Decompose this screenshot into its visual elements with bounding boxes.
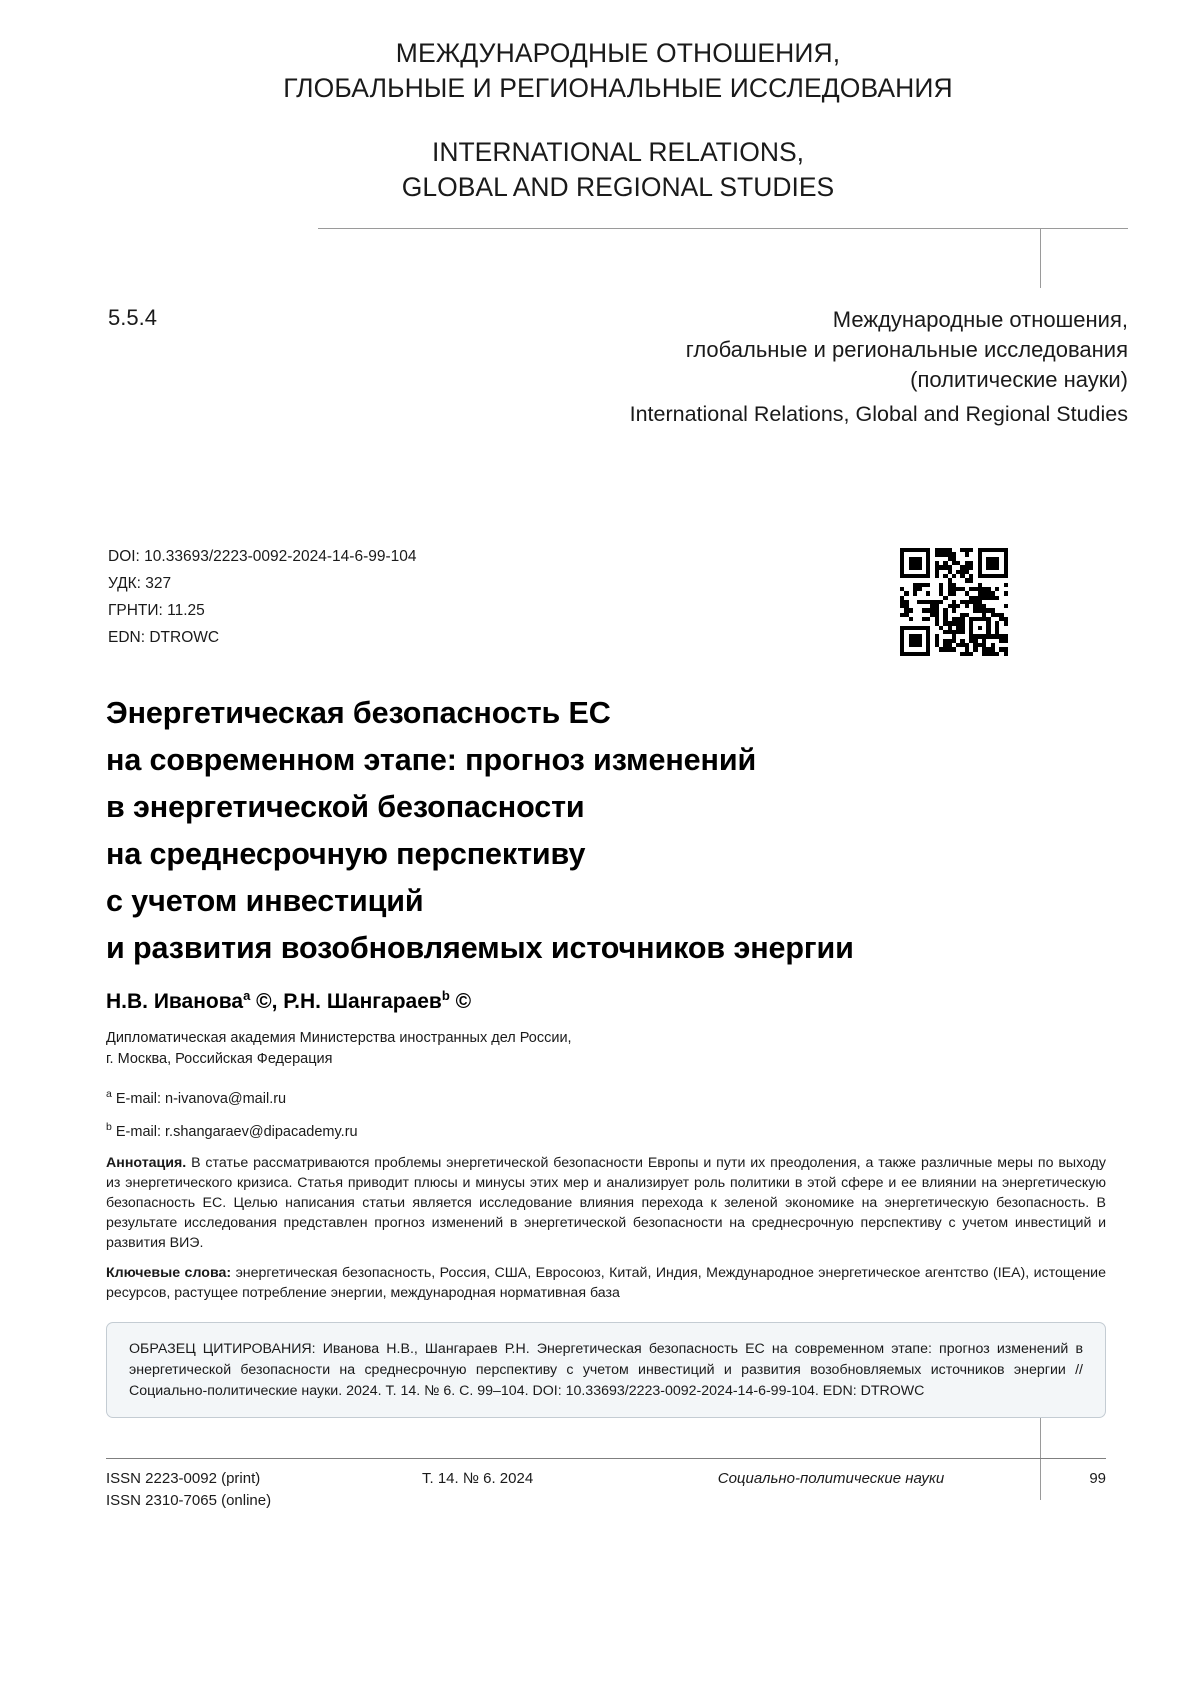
journal-header-ru-line2: ГЛОБАЛЬНЫЕ И РЕГИОНАЛЬНЫЕ ИССЛЕДОВАНИЯ bbox=[283, 73, 953, 103]
keywords-label: Ключевые слова: bbox=[106, 1265, 232, 1281]
page-title-line-5: с учетом инвестиций bbox=[106, 884, 424, 918]
page-title bbox=[106, 690, 1056, 972]
issn-print: ISSN 2223-0092 (print) bbox=[106, 1470, 261, 1487]
authors-line bbox=[106, 988, 471, 1014]
journal-header-russian bbox=[108, 36, 1128, 106]
affiliation bbox=[106, 1028, 572, 1070]
keywords bbox=[106, 1263, 1106, 1303]
author-2-marker: b bbox=[441, 988, 450, 1003]
journal-header-en-line1: INTERNATIONAL RELATIONS, bbox=[431, 137, 805, 167]
volume-issue: Т. 14. № 6. 2024 bbox=[422, 1470, 534, 1487]
page-footer bbox=[106, 1468, 1106, 1528]
author-emails bbox=[106, 1080, 358, 1146]
edn-line: EDN: DTROWC bbox=[108, 629, 220, 646]
rubric-ru-line2: глобальные и региональные исследования bbox=[685, 337, 1128, 362]
author-1-orcid-icon: © bbox=[256, 990, 272, 1013]
email-author-2 bbox=[106, 1113, 358, 1146]
email-2-value: E-mail: r.shangaraev@dipacademy.ru bbox=[115, 1123, 358, 1140]
journal-header-english bbox=[108, 135, 1128, 205]
page-title-line-1: Энергетическая безопасность ЕС bbox=[106, 696, 611, 730]
qr-code-icon bbox=[900, 548, 1008, 656]
email-2-marker: b bbox=[106, 1120, 112, 1133]
grnti-line: ГРНТИ: 11.25 bbox=[108, 602, 205, 619]
journal-header-ru-line1: МЕЖДУНАРОДНЫЕ ОТНОШЕНИЯ, bbox=[395, 38, 841, 68]
abstract-label: Аннотация. bbox=[106, 1155, 187, 1171]
keywords-text: энергетическая безопасность, Россия, США, Евросоюз, Китай, Индия, Международное энергетическое агентство (IEA), истощение ресурсов, растущее потребление энергии, международная нормативная база bbox=[106, 1265, 1106, 1301]
citation-box bbox=[106, 1322, 1106, 1418]
doi-line: DOI: 10.33693/2223-0092-2024-14-6-99-104 bbox=[108, 548, 417, 565]
right-margin-rule-top bbox=[1040, 228, 1041, 288]
affiliation-line2: г. Москва, Российская Федерация bbox=[106, 1051, 333, 1067]
email-author-1 bbox=[106, 1080, 358, 1113]
page-number: 99 bbox=[1089, 1470, 1106, 1487]
citation-text: ОБРАЗЕЦ ЦИТИРОВАНИЯ: Иванова Н.В., Шангараев Р.Н. Энергетическая безопасность ЕС на современном этапе: прогноз изменений в энергетической безопасности на среднесрочную перспективу с учетом инвестиций и развития возобновляемых источников энергии // Социально-политические науки. 2024. Т. 14. № 6. С. 99–104. DOI: 10.33693/2223-0092-2024-14-6-99-104. EDN: DTROWC bbox=[129, 1341, 1083, 1399]
journal-header-en-line2: GLOBAL AND REGIONAL STUDIES bbox=[401, 172, 835, 202]
author-1-name: Н.В. Иванова bbox=[106, 990, 244, 1013]
author-1-marker: a bbox=[243, 988, 251, 1003]
issn-block bbox=[106, 1468, 271, 1512]
author-2-orcid-icon: © bbox=[455, 990, 472, 1013]
abstract-text: В статье рассматриваются проблемы энергетической безопасности Европы и пути их преодоления, а также различные меры по выходу из энергетического кризиса. Статья приводит плюсы и минусы этих мер и анализирует роль политики в этой сфере и ее влиянии на энергетическую безопасность ЕС. Целью написания статьи является исследование влияния перехода к зеленой экономике на энергетическую безопасность. В результате исследования представлен прогноз изменений в энергетической безопасности на среднесрочную перспективу с учетом инвестиций и развития ВИЭ. bbox=[106, 1155, 1106, 1251]
abstract bbox=[106, 1153, 1106, 1253]
email-1-marker: a bbox=[106, 1088, 112, 1100]
journal-name: Социально-политические науки bbox=[717, 1470, 945, 1487]
header-divider bbox=[318, 228, 1128, 229]
page-title-line-4: на среднесрочную перспективу bbox=[106, 837, 586, 871]
footer-divider bbox=[106, 1458, 1106, 1459]
authors-separator: , Р.Н. Шангараев bbox=[271, 990, 442, 1013]
rubric-ru-line3: (политические науки) bbox=[910, 367, 1128, 392]
page-title-line-3: в энергетической безопасности bbox=[106, 790, 585, 824]
page-title-line-6: и развития возобновляемых источников энергии bbox=[106, 931, 854, 965]
rubric-code: 5.5.4 bbox=[108, 305, 157, 330]
affiliation-line1: Дипломатическая академия Министерства иностранных дел России, bbox=[106, 1030, 572, 1046]
rubric-name bbox=[408, 305, 1128, 429]
page-title-line-2: на современном этапе: прогноз изменений bbox=[106, 743, 757, 777]
email-1-value: E-mail: n-ivanova@mail.ru bbox=[115, 1090, 287, 1107]
rubric-ru-line1: Международные отношения, bbox=[832, 307, 1128, 332]
article-identifiers bbox=[108, 543, 417, 651]
udc-line: УДК: 327 bbox=[108, 575, 172, 592]
issn-online: ISSN 2310-7065 (online) bbox=[106, 1492, 272, 1509]
rubric-en: International Relations, Global and Regional Studies bbox=[629, 402, 1128, 426]
journal-header bbox=[108, 36, 1128, 205]
